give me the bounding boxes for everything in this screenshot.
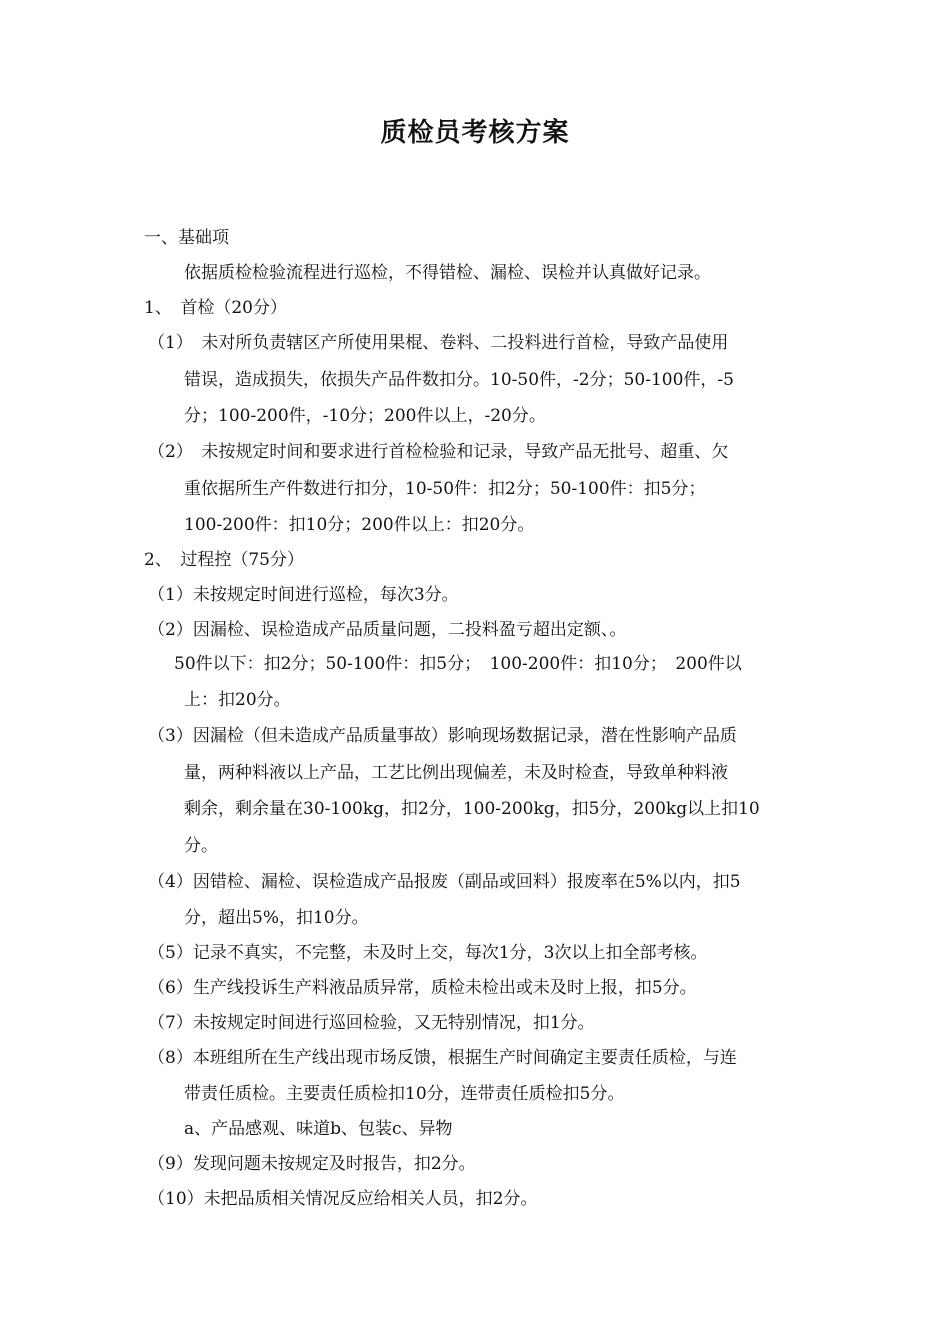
item-2-8-line-1: （8）本班组所在生产线出现市场反馈，根据生产时间确定主要责任质检，与连 [148,1048,737,1068]
item-1-2-line-1: （2） 未按规定时间和要求进行首检检验和记录，导致产品无批号、超重、欠 [148,442,729,462]
item-1-1-line-1: （1） 未对所负责辖区产所使用果棍、卷料、二投料进行首检，导致产品使用 [148,333,729,353]
item-2-3-line-2: 量，两种料液以上产品，工艺比例出现偏差，未及时检查，导致单种料液 [184,763,728,783]
subsection-heading-process-control: 2、 过程控（75分） [144,550,304,570]
item-2-2-line-2: 50件以下：扣2分；50-100件：扣5分； 100-200件：扣10分； 200件以 [174,654,742,674]
item-1-1-line-3: 分；100-200件，-10分；200件以上，-20分。 [184,406,546,426]
item-2-3-line-1: （3）因漏检（但未造成产品质量事故）影响现场数据记录，潜在性影响产品质 [148,726,737,746]
item-2-10: （10）未把品质相关情况反应给相关人员，扣2分。 [148,1189,538,1209]
section-heading-basic: 一、基础项 [144,228,229,248]
paragraph-intro: 依据质检检验流程进行巡检，不得错检、漏检、误检并认真做好记录。 [184,263,711,283]
item-1-2-line-2: 重依据所生产件数进行扣分，10-50件：扣2分；50-100件：扣5分； [184,479,706,499]
item-2-7: （7）未按规定时间进行巡回检验，又无特别情况，扣1分。 [148,1013,595,1033]
item-2-1: （1）未按规定时间进行巡检，每次3分。 [148,585,459,605]
item-2-8-sublist: a、产品感观、味道b、包装c、异物 [184,1119,453,1139]
item-2-5: （5）记录不真实，不完整，未及时上交，每次1分，3次以上扣全部考核。 [148,943,708,963]
item-2-4-line-1: （4）因错检、漏检、误检造成产品报废（副品或回料）报废率在5%以内，扣5 [148,872,741,892]
item-1-1-line-2: 错误，造成损失，依损失产品件数扣分。10-50件，-2分；50-100件，-5 [184,370,734,390]
item-2-2-line-3: 上：扣20分。 [184,690,291,710]
item-2-4-line-2: 分，超出5%，扣10分。 [184,908,369,928]
item-2-8-line-2: 带责任质检。主要责任质检扣10分，连带责任质检扣5分。 [184,1084,625,1104]
document-title: 质检员考核方案 [380,118,570,148]
item-2-6: （6）生产线投诉生产料液品质异常，质检未检出或未及时上报，扣5分。 [148,978,697,998]
item-2-3-line-3: 剩余，剩余量在30-100kg，扣2分，100-200kg，扣5分，200kg以上扣10 [184,799,760,819]
item-2-9: （9）发现问题未按规定及时报告，扣2分。 [148,1154,476,1174]
item-2-2-line-1: （2）因漏检、误检造成产品质量问题，二投料盈亏超出定额、。 [148,620,627,640]
item-2-3-line-4: 分。 [184,836,218,856]
item-1-2-line-3: 100-200件：扣10分；200件以上：扣20分。 [184,515,535,535]
subsection-heading-first-check: 1、 首检（20分） [144,298,287,318]
